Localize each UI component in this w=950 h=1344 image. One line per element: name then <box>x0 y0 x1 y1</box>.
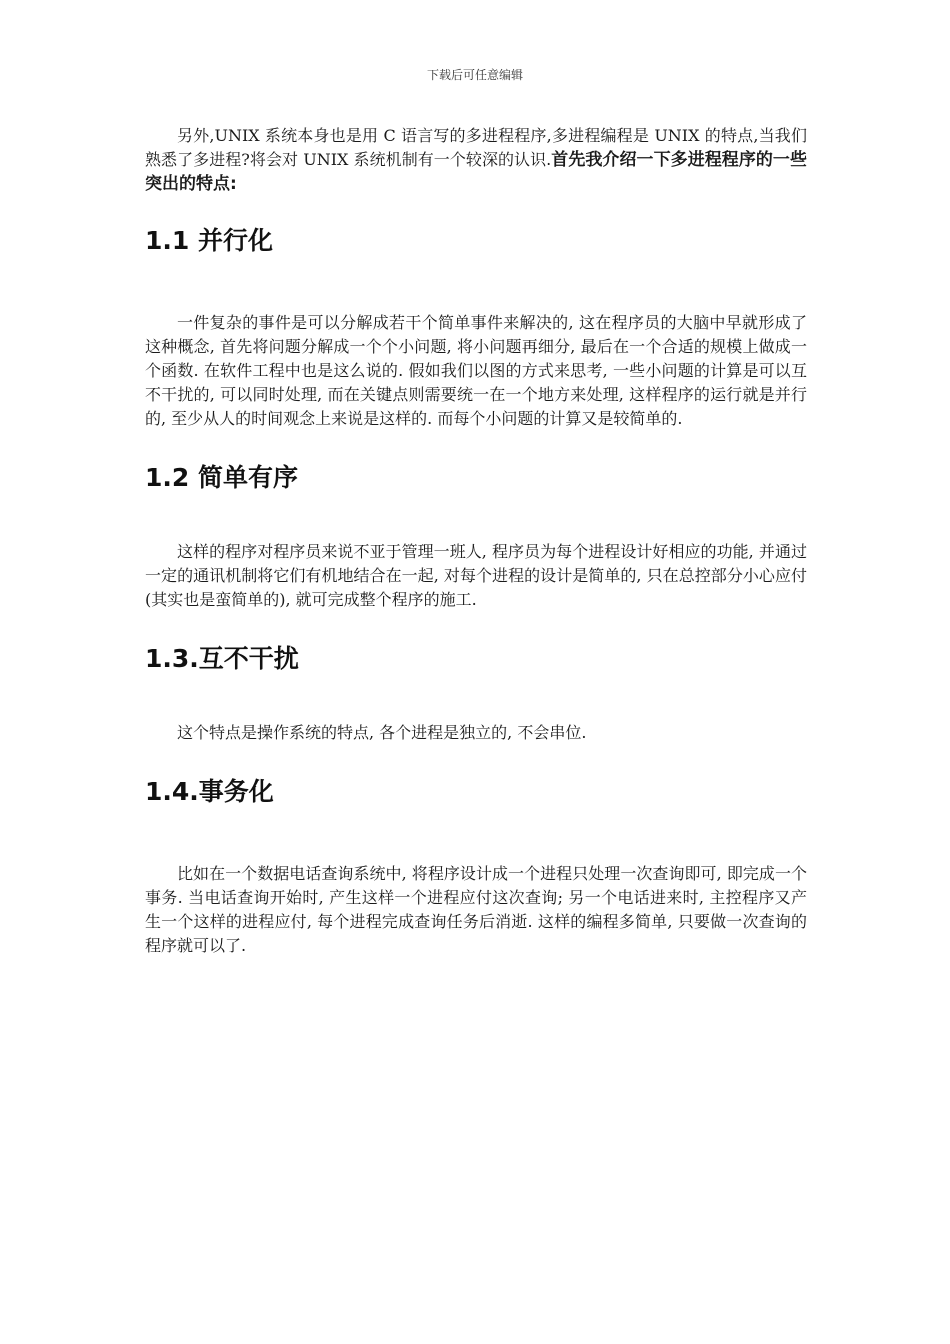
document-body <box>145 124 807 958</box>
intro-paragraph <box>145 124 807 196</box>
section-heading-parallel: 1.1 并行化 <box>145 226 273 255</box>
section-heading-simple-ordered: 1.2 简单有序 <box>145 463 298 492</box>
section-heading-no-interference: 1.3.互不干扰 <box>145 644 299 673</box>
page-header-note: 下载后可任意编辑 <box>426 68 523 82</box>
section-body-transactional: 比如在一个数据电话查询系统中, 将程序设计成一个进程只处理一次查询即可, 即完成一个事务. 当电话查询开始时, 产生这样一个进程应付这次查询; 另一个电话进来时, 主控程序又产生一个这样的进程应付, 每个进程完成查询任务后消逝. 这样的编程多简单, 只要做一次查询的程序就可以了. <box>145 864 807 955</box>
section-heading-transactional: 1.4.事务化 <box>145 777 274 806</box>
intro-text: 另外,UNIX 系统本身也是用 C 语言写的多进程程序,多进程编程是 UNIX 的特点,当我们熟悉了多进程?将会对 UNIX 系统机制有一个较深的认识. <box>145 126 807 169</box>
intro-emphasis: 首先我介绍一下多进程程序的一些突出的特点: <box>145 150 807 194</box>
section-body-simple-ordered: 这样的程序对程序员来说不亚于管理一班人, 程序员为每个进程设计好相应的功能, 并通过一定的通讯机制将它们有机地结合在一起, 对每个进程的设计是简单的, 只在总控部分小心应付(其实也是蛮简单的), 就可完成整个程序的施工. <box>145 542 807 609</box>
section-body-no-interference: 这个特点是操作系统的特点, 各个进程是独立的, 不会串位. <box>177 723 587 742</box>
section-body-parallel: 一件复杂的事件是可以分解成若干个简单事件来解决的, 这在程序员的大脑中早就形成了这种概念, 首先将问题分解成一个个小问题, 将小问题再细分, 最后在一个合适的规模上做成一个函数. 在软件工程中也是这么说的. 假如我们以图的方式来思考, 一些小问题的计算是可以互不干扰的, 可以同时处理, 而在关键点则需要统一在一个地方来处理, 这样程序的运行就是并行的, 至少从人的时间观念上来说是这样的. 而每个小问题的计算又是较简单的. <box>145 313 807 428</box>
